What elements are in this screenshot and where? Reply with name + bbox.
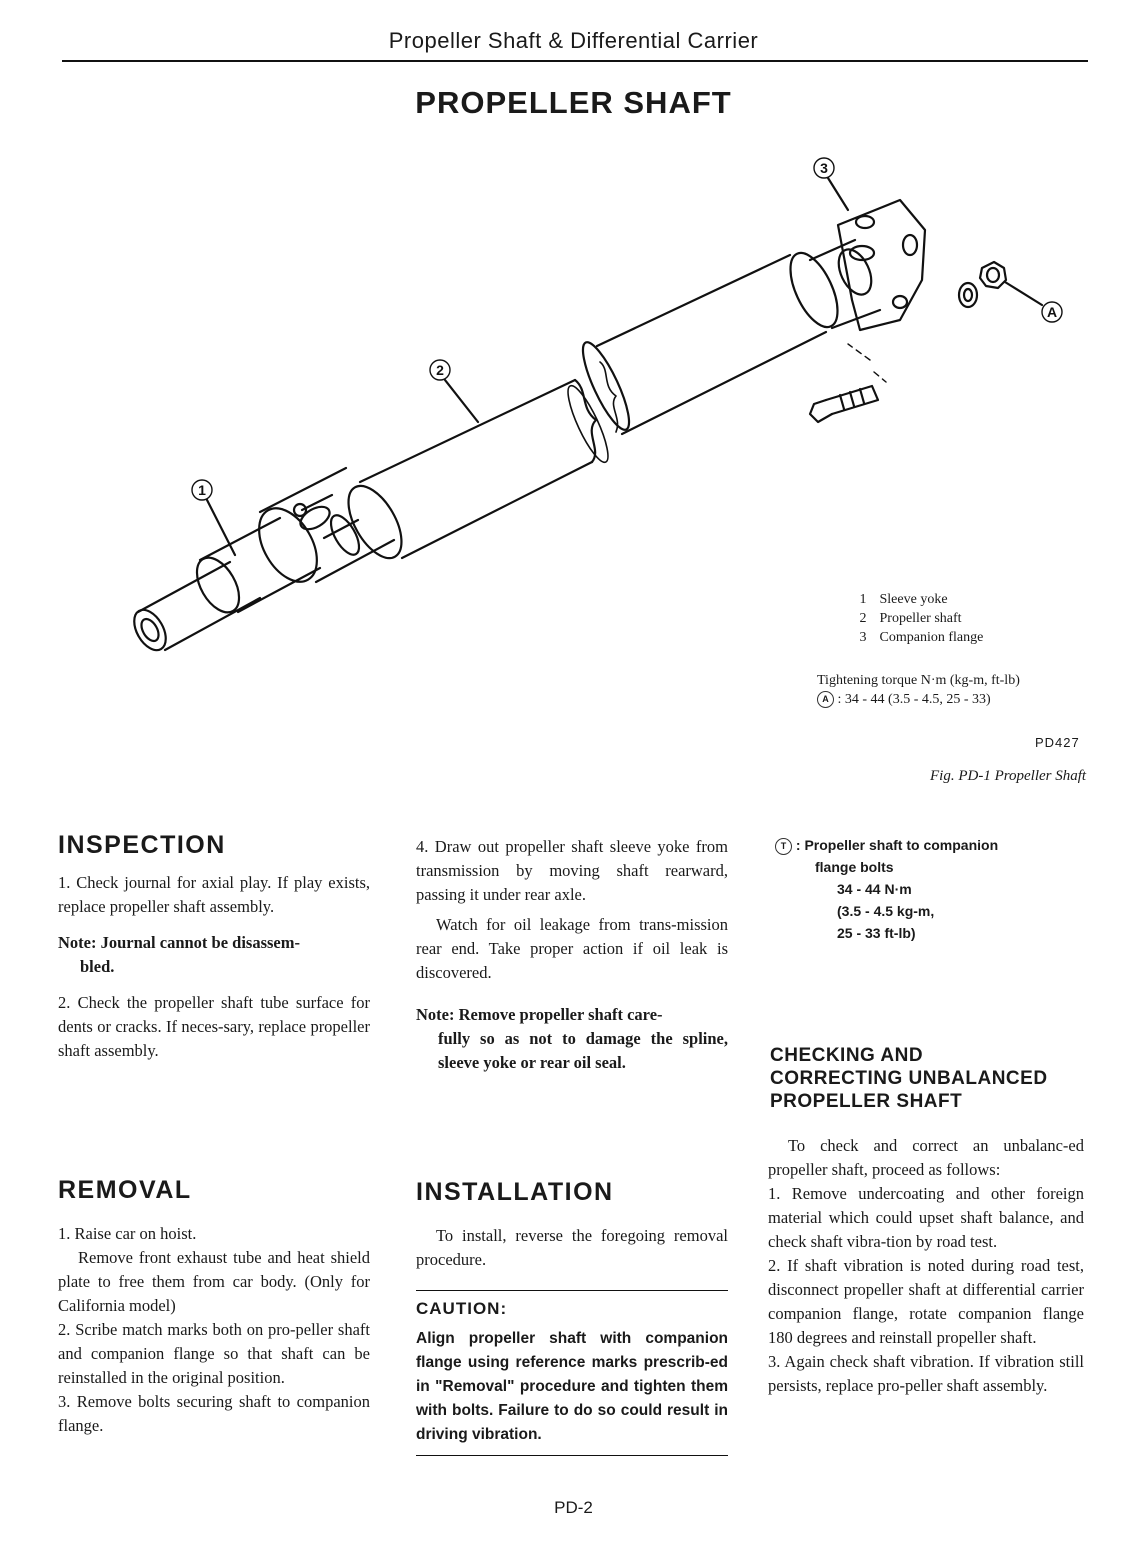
unbalance-step-3: 3. Again check shaft vibration. If vibration still persists, replace pro-peller shaft assembly. bbox=[768, 1352, 1084, 1395]
caution-title: CAUTION: bbox=[416, 1299, 508, 1318]
removal-step-3: 3. Remove bolts securing shaft to companion flange. bbox=[58, 1392, 370, 1435]
installation-heading: INSTALLATION bbox=[416, 1178, 614, 1206]
inspection-step-2: 2. Check the propeller shaft tube surface for dents or cracks. If neces-sary, replace propeller shaft assembly. bbox=[58, 993, 370, 1060]
torque-value: : 34 - 44 (3.5 - 4.5, 25 - 33) bbox=[837, 692, 991, 707]
inspection-note: Note: Journal cannot be disassem- bled. bbox=[58, 933, 300, 976]
callout-a: A bbox=[1046, 304, 1058, 320]
companion-flange-drawing bbox=[810, 200, 925, 330]
removal-heading: REMOVAL bbox=[58, 1176, 192, 1204]
legend-row: 1 Sleeve yoke bbox=[859, 592, 948, 607]
callout-1: 1 bbox=[198, 482, 206, 498]
torque-symbol-a-icon: A bbox=[817, 691, 834, 708]
unbalance-step-1: 1. Remove undercoating and other foreign material which could upset shaft balance, and check shaft vibra-tion by road test. bbox=[768, 1184, 1084, 1251]
torque-spec: T : Propeller shaft to companion flange bolts 34 - 44 N·m (3.5 - 4.5 kg-m, 25 - 33 ft-lb) bbox=[775, 834, 1075, 944]
washer-and-nut-drawing bbox=[959, 262, 1006, 307]
unbalance-intro: To check and correct an unbalanc-ed propeller shaft, proceed as follows: bbox=[768, 1136, 1084, 1179]
universal-joint-front-drawing bbox=[297, 477, 413, 566]
removal-continued bbox=[416, 835, 728, 1075]
removal-step-4: 4. Draw out propeller shaft sleeve yoke from transmission by moving shaft rearward, passing it under rear axle. bbox=[416, 837, 728, 904]
caution-box bbox=[416, 1290, 728, 1456]
installation-paragraph: To install, reverse the foregoing removal procedure. bbox=[416, 1226, 728, 1269]
removal-step-2: 2. Scribe match marks both on pro-peller shaft and companion flange so that shaft can be reinstalled in the original position. bbox=[58, 1320, 370, 1387]
unbalance-step-2: 2. If shaft vibration is noted during road test, disconnect propeller shaft at differential carrier companion flange, rotate companion flange 180 degrees and reinstall propeller shaft. bbox=[768, 1256, 1084, 1347]
tightening-torque-legend bbox=[817, 671, 1020, 709]
sleeve-yoke-drawing bbox=[128, 468, 394, 656]
torque-symbol-t-icon: T bbox=[775, 838, 792, 855]
installation-section bbox=[416, 1180, 728, 1456]
callout-3: 3 bbox=[820, 160, 828, 176]
running-head: Propeller Shaft & Differential Carrier bbox=[388, 28, 759, 53]
legend-row: 3 Companion flange bbox=[859, 630, 984, 645]
page-title: PROPELLER SHAFT bbox=[415, 85, 732, 120]
legend-row: 2 Propeller shaft bbox=[859, 611, 962, 626]
header-rule bbox=[62, 60, 1088, 62]
flange-bolt-drawing bbox=[810, 344, 886, 422]
figure-code: PD427 bbox=[1035, 735, 1080, 750]
propeller-shaft-tube-front bbox=[360, 380, 615, 558]
unbalance-heading: CHECKING AND CORRECTING UNBALANCED PROPELLER SHAFT bbox=[770, 1045, 1048, 1112]
figure-caption: Fig. PD-1 Propeller Shaft bbox=[930, 768, 1087, 784]
inspection-step-1: 1. Check journal for axial play. If play exists, replace propeller shaft assembly. bbox=[58, 873, 370, 916]
page-number: PD-2 bbox=[554, 1498, 593, 1517]
figure-legend bbox=[850, 590, 983, 647]
inspection-heading: INSPECTION bbox=[58, 831, 226, 859]
unbalance-section bbox=[768, 1134, 1084, 1398]
removal-step-1: 1. Raise car on hoist. bbox=[58, 1224, 197, 1243]
torque-heading: Tightening torque N·m (kg-m, ft-lb) bbox=[817, 673, 1020, 688]
removal-note: Note: Remove propeller shaft care- fully so as not to damage the spline, sleeve yoke or rear oil seal. bbox=[416, 1005, 728, 1072]
removal-step-1b: Remove front exhaust tube and heat shield plate to free them from car body. (Only for California model) bbox=[58, 1248, 370, 1315]
removal-section bbox=[58, 1178, 370, 1438]
callout-2: 2 bbox=[436, 362, 444, 378]
inspection-section bbox=[58, 833, 370, 1063]
caution-body: Align propeller shaft with companion flange using reference marks prescrib-ed in "Removal" procedure and tighten them with bolts. Failure to do so could result in driving vibration. bbox=[416, 1330, 728, 1443]
oil-leak-paragraph: Watch for oil leakage from trans-mission rear end. Take proper action if oil leak is discovered. bbox=[416, 915, 728, 982]
propeller-shaft-tube-rear bbox=[575, 246, 847, 434]
